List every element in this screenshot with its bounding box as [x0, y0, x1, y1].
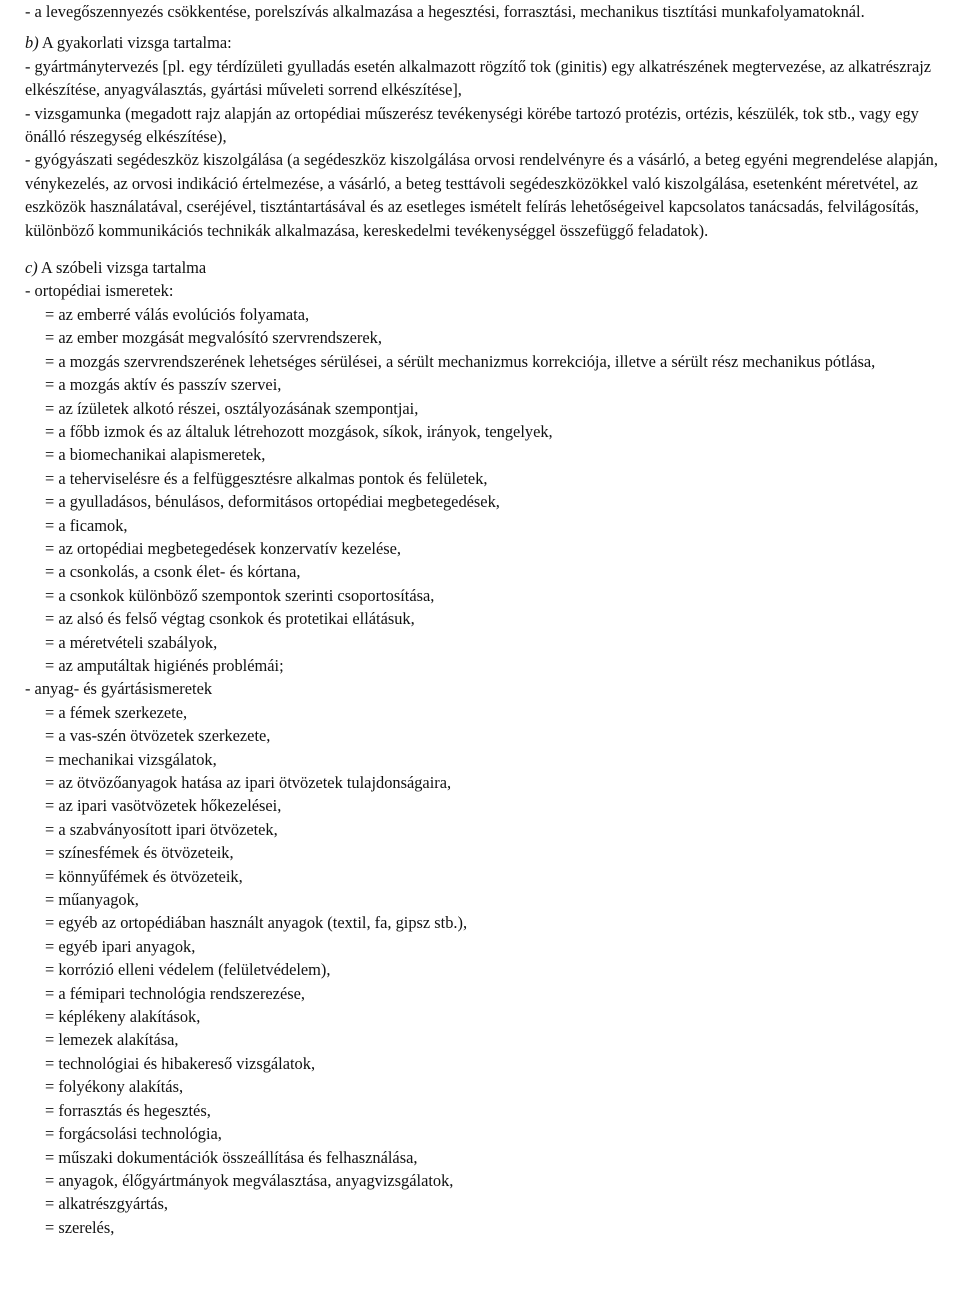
list-item: = a ficamok,: [45, 515, 128, 535]
list-item: = a fémipari technológia rendszerezése,: [45, 983, 305, 1003]
list-item: = forrasztás és hegesztés,: [45, 1100, 211, 1120]
section-c-heading: [7, 256, 955, 279]
document-page: [7, 0, 955, 1239]
list-item: = folyékony alakítás,: [45, 1077, 184, 1097]
section-b-item-product-design: - gyártmánytervezés [pl. egy térdízületi gyulladás esetén alkalmazott rögzítő tok (ginitis) egy alkatrészének megtervezése, az alkatrészrajz elkészítése, anyagválasztás, gyártási műveleti sorrend elkészítése],: [25, 56, 932, 100]
spacer: [7, 242, 955, 256]
list-item: = az ipari vasötvözetek hőkezelései,: [45, 796, 282, 816]
list-item: = az ortopédiai megbetegedések konzervatív kezelése,: [45, 538, 402, 558]
section-b-item-medical-aid-service: - gyógyászati segédeszköz kiszolgálása (a segédeszköz kiszolgálása orvosi rendelvényre és a vásárló, a beteg egyéni megrendelése alapján, vénykezelés, az orvosi indikáció értelmezése, a vásárló, a beteg testtávoli segédeszközökkel való kiszolgálása, esetenként méretvétel, az eszközök használatával, cseréjével, tisztántartásával és az esetleges ismételt felírás lehetőségeivel kapcsolatos tanácsadás, felvilágosítás, különböző kommunikációs technikák alkalmazása, kereskedelmi tevékenységgel összefüggő feladatok).: [25, 150, 938, 240]
list-item: = egyéb ipari anyagok,: [45, 936, 196, 956]
list-item: = műszaki dokumentációk összeállítása és felhasználása,: [45, 1147, 418, 1167]
list-item: = a teherviselésre és a felfüggesztésre alkalmas pontok és felületek,: [45, 468, 488, 488]
list-item: = műanyagok,: [45, 890, 139, 910]
list-item: = szerelés,: [45, 1217, 115, 1237]
list-item: = egyéb az ortopédiában használt anyagok (textil, fa, gipsz stb.),: [45, 913, 468, 933]
list-item: = anyagok, élőgyártmányok megválasztása, anyagvizsgálatok,: [45, 1170, 454, 1190]
ortho-knowledge-list: [7, 303, 955, 678]
list-item: = a vas-szén ötvözetek szerkezete,: [45, 726, 271, 746]
list-item: = az ember mozgását megvalósító szervrendszerek,: [45, 328, 382, 348]
list-item: = mechanikai vizsgálatok,: [45, 749, 217, 769]
list-item: = forgácsolási technológia,: [45, 1124, 222, 1144]
list-item: = a fémek szerkezete,: [45, 702, 188, 722]
ortho-knowledge-heading: - ortopédiai ismeretek:: [25, 281, 174, 301]
list-item: = képlékeny alakítások,: [45, 1007, 201, 1027]
section-b-letter: b): [25, 33, 39, 53]
list-item: = az amputáltak higiénés problémái;: [45, 655, 284, 675]
list-item: = a főbb izmok és az általuk létrehozott mozgások, síkok, irányok, tengelyek,: [45, 421, 553, 441]
section-b-item-exam-work: - vizsgamunka (megadott rajz alapján az ortopédiai műszerész tevékenységi körébe tartozó protézis, ortézis, készülék, tok stb., vagy egy önálló részegység elkészítése),: [25, 103, 919, 147]
list-item: = a gyulladásos, bénulásos, deformitásos ortopédiai megbetegedések,: [45, 492, 500, 512]
section-b-title: A gyakorlati vizsga tartalma:: [38, 33, 232, 53]
section-b-heading: [7, 31, 955, 54]
section-c-title: A szóbeli vizsga tartalma: [37, 258, 207, 278]
list-item: = az ízületek alkotó részei, osztályozásának szempontjai,: [45, 398, 419, 418]
list-item: = az alsó és felső végtag csonkok és protetikai ellátásuk,: [45, 609, 415, 629]
list-item: = színesfémek és ötvözeteik,: [45, 843, 234, 863]
list-item: = könnyűfémek és ötvözeteik,: [45, 866, 243, 886]
pollution-reduction-item: - a levegőszennyezés csökkentése, porelszívás alkalmazása a hegesztési, forrasztási, mechanikus tisztítási munkafolyamatoknál.: [25, 2, 865, 21]
material-knowledge-list: [7, 701, 955, 1239]
list-item: = az emberré válás evolúciós folyamata,: [45, 304, 310, 324]
list-item: = korrózió elleni védelem (felületvédelem),: [45, 960, 331, 980]
spacer: [7, 23, 955, 31]
list-item: = a méretvételi szabályok,: [45, 632, 218, 652]
list-item: = technológiai és hibakereső vizsgálatok,: [45, 1053, 316, 1073]
list-item: = a biomechanikai alapismeretek,: [45, 445, 266, 465]
list-item: = a szabványosított ipari ötvözetek,: [45, 819, 278, 839]
list-item: = a mozgás aktív és passzív szervei,: [45, 375, 282, 395]
list-item: = a csonkolás, a csonk élet- és kórtana,: [45, 562, 301, 582]
section-c-letter: c): [25, 258, 38, 278]
list-item: = lemezek alakítása,: [45, 1030, 179, 1050]
list-item: = alkatrészgyártás,: [45, 1194, 169, 1214]
list-item: = az ötvözőanyagok hatása az ipari ötvözetek tulajdonságaira,: [45, 773, 452, 792]
material-knowledge-heading: - anyag- és gyártásismeretek: [25, 679, 213, 699]
list-item: = a csonkok különböző szempontok szerinti csoportosítása,: [45, 585, 435, 605]
list-item: = a mozgás szervrendszerének lehetséges sérülései, a sérült mechanizmus korrekciója, illetve a sérült rész mechanikus pótlása,: [45, 351, 876, 371]
